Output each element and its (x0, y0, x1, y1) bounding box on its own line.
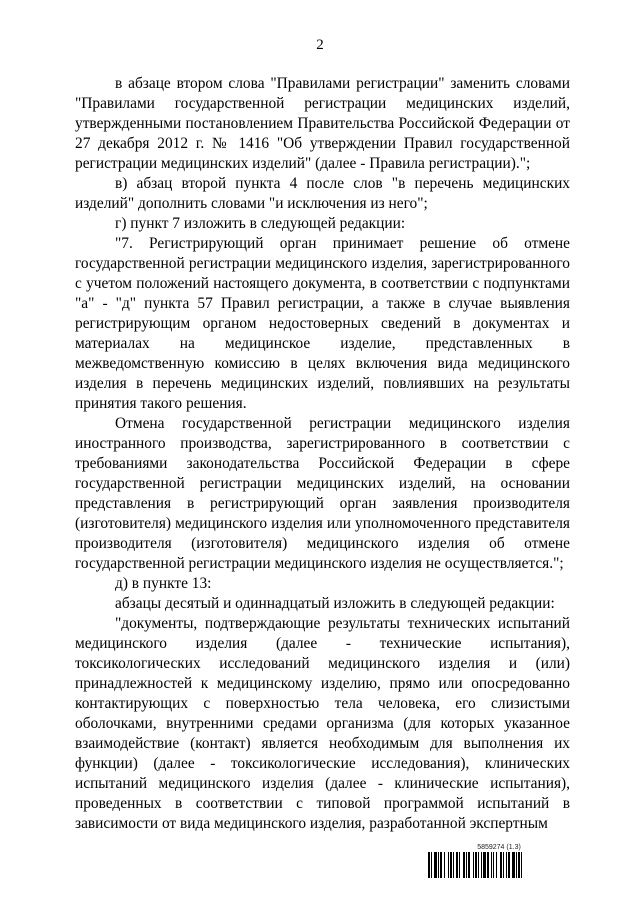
paragraph: "документы, подтверждающие результаты технических испытаний медицинского изделия (далее - технические испытания), токсикологических исследований медицинского изделия и (или) принадлежностей к медицинскому изделию, прямо или опосредованно контактирующих с поверхностью тела человека, его слизистыми оболочками, внутренними средами организма (для которых указанное взаимодействие (контакт) является необходимым для выполнения их функции) (далее - токсикологические исследования), клинических испытаний медицинского изделия (далее - клинические испытания), проведенных в соответствии с типовой программой испытаний в зависимости от вида медицинского изделия, разработанной экспертным (75, 615, 570, 832)
document-id: 5859274 (1.3) (477, 844, 521, 851)
paragraph: "7. Регистрирующий орган принимает решение об отмене государственной регистрации медицинского изделия, зарегистрированного с учетом положений настоящего документа, в соответствии с подпунктами "а" - "д" пункта 57 Правил регистрации, а также в случае выявления регистрирующим органом недостоверных сведений в документах и материалах на медицинское изделие, представленных в межведомственную комиссию в целях включения вида медицинского изделия в перечень медицинских изделий, повлиявших на результаты принятия такого решения. (75, 235, 570, 412)
paragraph: в) абзац второй пункта 4 после слов "в перечень медицинских изделий" дополнить словами "и исключения из него"; (75, 175, 570, 212)
paragraph: абзацы десятый и одиннадцатый изложить в следующей редакции: (115, 595, 555, 612)
paragraph: в абзаце втором слова "Правилами регистрации" заменить словами "Правилами государственной регистрации медицинских изделий, утвержденными постановлением Правительства Российской Федерации от 27 декабря 2012 г. № 1416 "Об утверждении Правил государственной регистрации медицинских изделий" (далее - Правила регистрации)."; (75, 75, 570, 172)
page-number: 2 (316, 37, 324, 53)
document-stamp (428, 843, 570, 878)
barcode (428, 852, 570, 878)
document-body (75, 74, 570, 834)
paragraph: Отмена государственной регистрации медицинского изделия иностранного производства, зарегистрированного в соответствии с требованиями законодательства Российской Федерации в сфере государственной регистрации медицинских изделий, на основании представления в регистрирующий орган заявления производителя (изготовителя) медицинского изделия или уполномоченного представителя производителя (изготовителя) медицинского изделия об отмене государственной регистрации медицинского изделия не осуществляется."; (75, 415, 570, 572)
paragraph: г) пункт 7 изложить в следующей редакции: (115, 215, 406, 232)
paragraph: д) в пункте 13: (115, 575, 212, 592)
